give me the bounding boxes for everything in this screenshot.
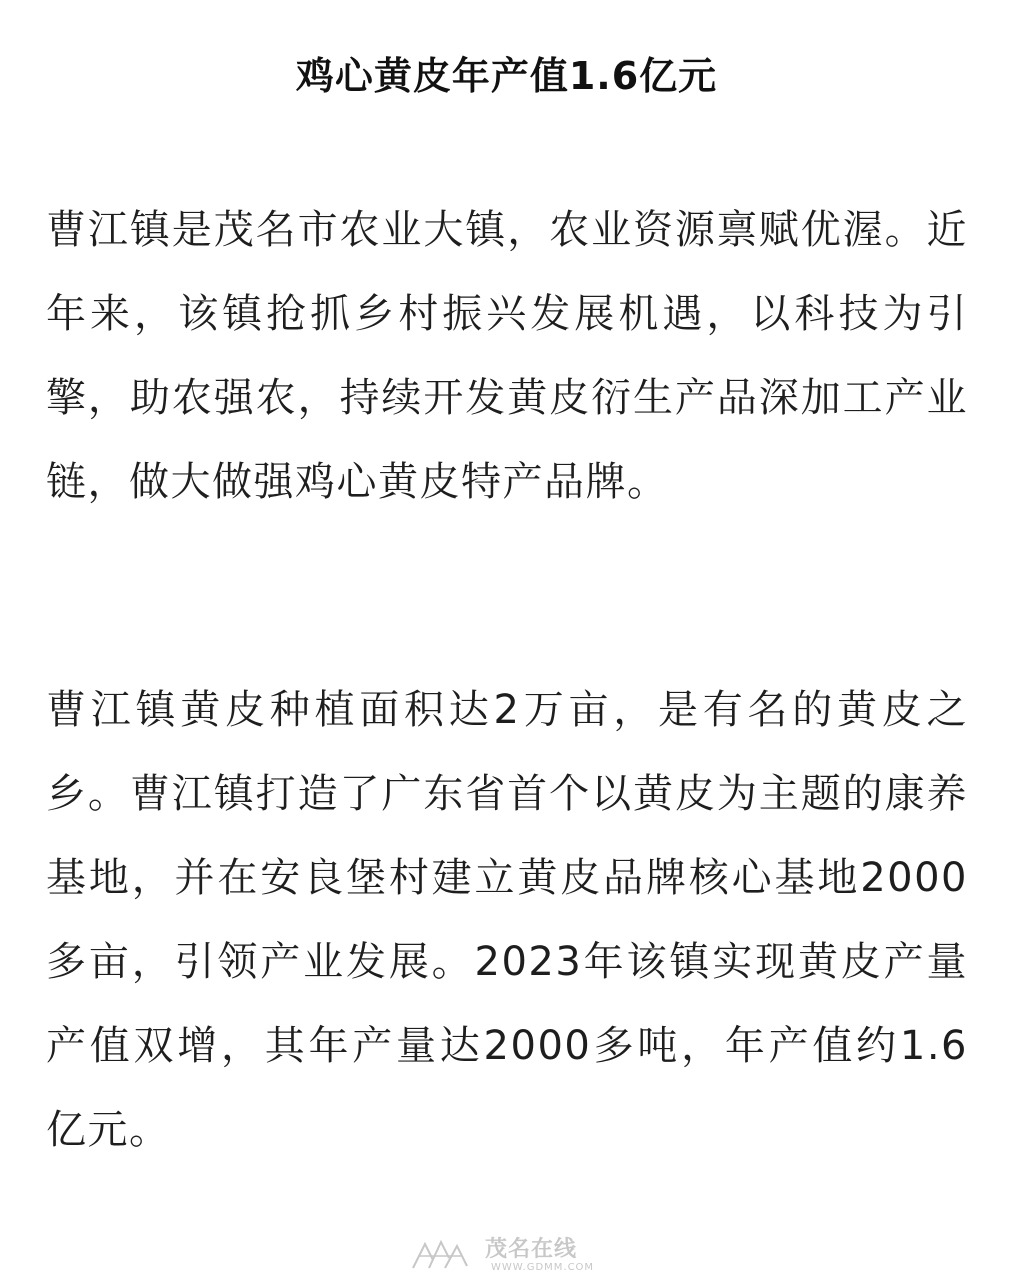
watermark-url: WWW.GDMM.COM [491,1262,595,1273]
article-title: 鸡心黄皮年产值1.6亿元 [295,54,718,98]
watermark-logo-icon [409,1238,473,1274]
article-paragraph-2: 曹江镇黄皮种植面积达2万亩，是有名的黄皮之乡。曹江镇打造了广东省首个以黄皮为主题的康养基地，并在安良堡村建立黄皮品牌核心基地2000多亩，引领产业发展。2023年该镇实现黄皮产量产值双增，其年产量达2000多吨，年产值约1.6亿元。 [46,687,968,1153]
watermark [409,1238,609,1276]
watermark-name: 茂名在线 [485,1237,578,1262]
article-paragraph-1: 曹江镇是茂名市农业大镇，农业资源禀赋优渥。近年来，该镇抢抓乡村振兴发展机遇，以科技为引擎，助农强农，持续开发黄皮衍生产品深加工产业链，做大做强鸡心黄皮特产品牌。 [46,207,968,505]
